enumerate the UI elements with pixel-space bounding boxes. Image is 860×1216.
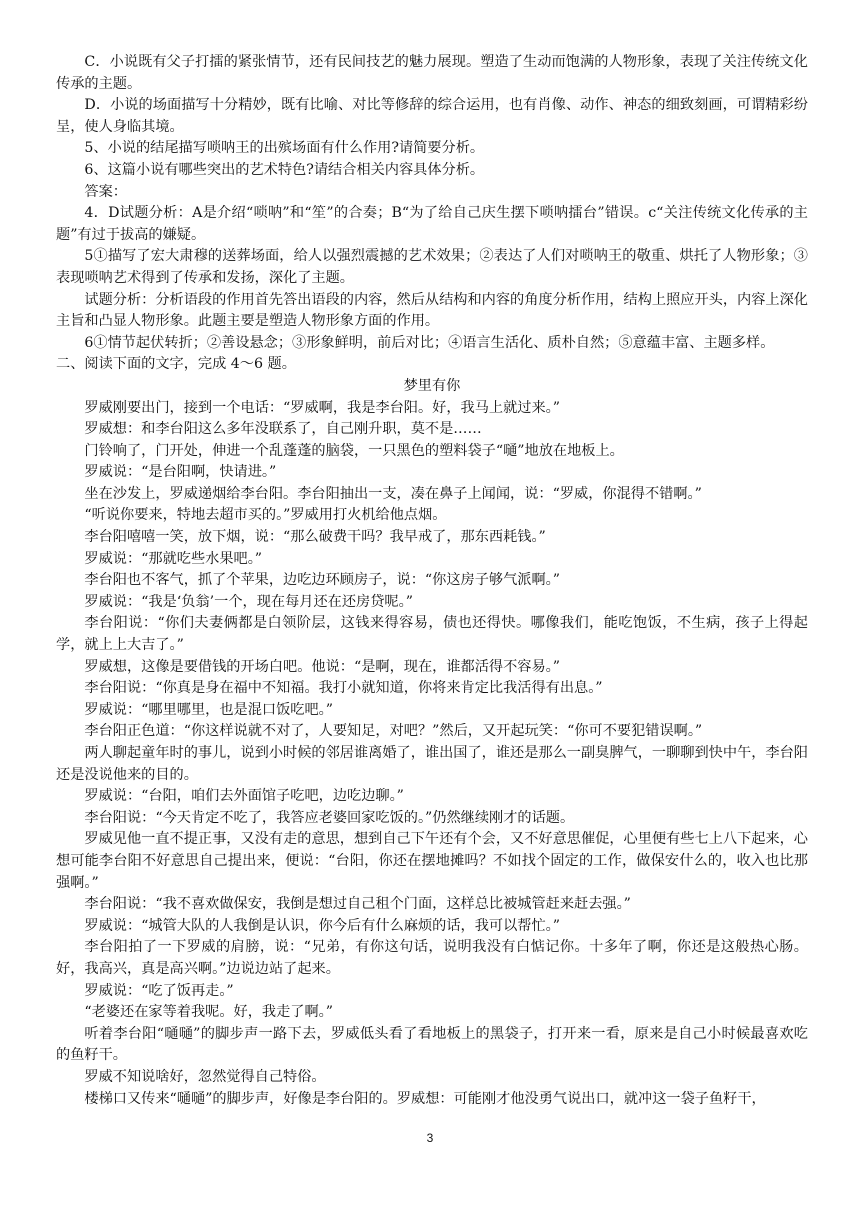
paragraph: 门铃响了，门开处，伸进一个乱蓬蓬的脑袋，一只黑色的塑料袋子“嗵”地放在地板上。 (84, 442, 624, 459)
paragraph: C．小说既有父子打擂的紧张情节，还有民间技艺的魅力展现。塑造了生动而饱满的人物形象，表现了关注传统文化传承的主题。 (56, 54, 808, 92)
paragraph: 罗威说：“是台阳啊，快请进。” (84, 464, 277, 481)
paragraph: 罗威刚要出门，接到一个电话：“罗威啊，我是李台阳。好，我马上就过来。” (84, 399, 560, 416)
page-number: 3 (426, 1131, 434, 1145)
paragraph: 李台阳拍了一下罗威的肩膀，说：“兄弟，有你这句话，说明我没有白惦记你。十多年了啊，你还是这般热心肠。好，我高兴，真是高兴啊。”边说边站了起来。 (56, 939, 808, 977)
paragraph: 李台阳说：“今天肯定不吃了，我答应老婆回家吃饭的。”仍然继续刚才的话题。 (84, 809, 575, 826)
paragraph: “听说你要来，特地去超市买的。”罗威用打火机给他点烟。 (84, 507, 447, 524)
paragraph: 罗威想：和李台阳这么多年没联系了，自己刚升职，莫不是…… (84, 421, 482, 438)
paragraph: 李台阳正色道：“你这样说就不对了，人要知足，对吧？”然后，又开起玩笑：“你可不要犯错误啊。” (84, 723, 703, 740)
paragraph: 6①情节起伏转折；②善设悬念；③形象鲜明，前后对比；④语言生活化、质朴自然；⑤意蕴丰富、主题多样。 (84, 334, 775, 351)
paragraph: 听着李台阳“嗵嗵”的脚步声一路下去，罗威低头看了看地板上的黑袋子，打开来一看，原来是自己小时候最喜欢吃的鱼籽干。 (56, 1025, 808, 1064)
paragraph: 罗威说：“吃了饭再走。” (84, 982, 234, 999)
paragraph: 李台阳说：“我不喜欢做保安，我倒是想过自己租个门面，这样总比被城管赶来赶去强。” (84, 896, 631, 913)
paragraph: 李台阳也不客气，抓了个苹果，边吃边环顾房子，说：“你这房子够气派啊。” (84, 572, 560, 589)
paragraph: 李台阳说：“你真是身在福中不知福。我打小就知道，你将来肯定比我活得有出息。” (84, 680, 603, 697)
paragraph: “老婆还在家等着我呢。好，我走了啊。” (84, 1004, 333, 1021)
section-heading: 二、阅读下面的文字，完成 4～6 题。 (56, 356, 296, 373)
story-title: 梦里有你 (403, 377, 461, 394)
paragraph: 罗威说：“我是‘负翁’一个，现在每月还在还房贷呢。” (84, 593, 413, 610)
paragraph: 4．D试题分析：A是介绍“唢呐”和“笙”的合奏；B“为了给自己庆生摆下唢呐擂台”错误。c“关注传统文化传承的主题”有过于拔高的嫌疑。 (56, 205, 808, 243)
paragraph: 楼梯口又传来“嗵嗵”的脚步声，好像是李台阳的。罗威想：可能刚才他没勇气说出口，就冲这一袋子鱼籽干， (84, 1090, 766, 1107)
paragraph: 试题分析：分析语段的作用首先答出语段的内容，然后从结构和内容的角度分析作用，结构上照应开头，内容上深化主旨和凸显人物形象。此题主要是塑造人物形象方面的作用。 (56, 291, 808, 330)
paragraph: 罗威说：“哪里哪里，也是混口饭吃吧。” (84, 701, 333, 718)
paragraph: 5、小说的结尾描写唢呐王的出殡场面有什么作用?请简要分析。 (84, 140, 485, 157)
paragraph: 答案： (84, 183, 127, 200)
paragraph: 罗威见他一直不提正事，又没有走的意思，想到自己下午还有个会，又不好意思催促，心里便有些七上八下起来，心想可能李台阳不好意思自己提出来，便说：“台阳，你还在摆地摊吗？不如找个固定的工作，做保安什么的，收入也比那强啊。” (56, 831, 808, 891)
paragraph: 坐在沙发上，罗威递烟给李台阳。李台阳抽出一支，凑在鼻子上闻闻，说：“罗威，你混得不错啊。” (84, 485, 702, 502)
paragraph: D．小说的场面描写十分精妙，既有比喻、对比等修辞的综合运用，也有肖像、动作、神态的细致刻画，可谓精彩纷呈，使人身临其境。 (56, 97, 808, 135)
paragraph: 李台阳嘻嘻一笑，放下烟，说：“那么破费干吗？我早戒了，那东西耗钱。” (84, 529, 546, 546)
paragraph: 罗威说：“城管大队的人我倒是认识，你今后有什么麻烦的话，我可以帮忙。” (84, 917, 560, 934)
paragraph: 罗威想，这像是要借钱的开场白吧。他说：“是啊，现在，谁都活得不容易。” (84, 658, 560, 675)
paragraph: 李台阳说：“你们夫妻俩都是白领阶层，这钱来得容易，债也还得快。哪像我们，能吃饱饭，不生病，孩子上得起学，就上上大吉了。” (56, 615, 808, 654)
paragraph: 罗威说：“那就吃些水果吧。” (84, 550, 263, 567)
paragraph: 5①描写了宏大肃穆的送葬场面，给人以强烈震撼的艺术效果；②表达了人们对唢呐王的敬重、烘托了人物形象；③表现唢呐艺术得到了传承和发扬，深化了主题。 (56, 248, 808, 286)
paragraph: 罗威说：“台阳，咱们去外面馆子吃吧，边吃边聊。” (84, 788, 404, 805)
paragraph: 两人聊起童年时的事儿，说到小时候的邻居谁离婚了，谁出国了，谁还是那么一副臭脾气，一聊聊到快中午，李台阳还是没说他来的目的。 (56, 745, 808, 783)
paragraph: 6、这篇小说有哪些突出的艺术特色?请结合相关内容具体分析。 (84, 161, 485, 178)
paragraph: 罗威不知说啥好，忽然觉得自己特俗。 (84, 1068, 326, 1085)
document-body (56, 52, 808, 1110)
